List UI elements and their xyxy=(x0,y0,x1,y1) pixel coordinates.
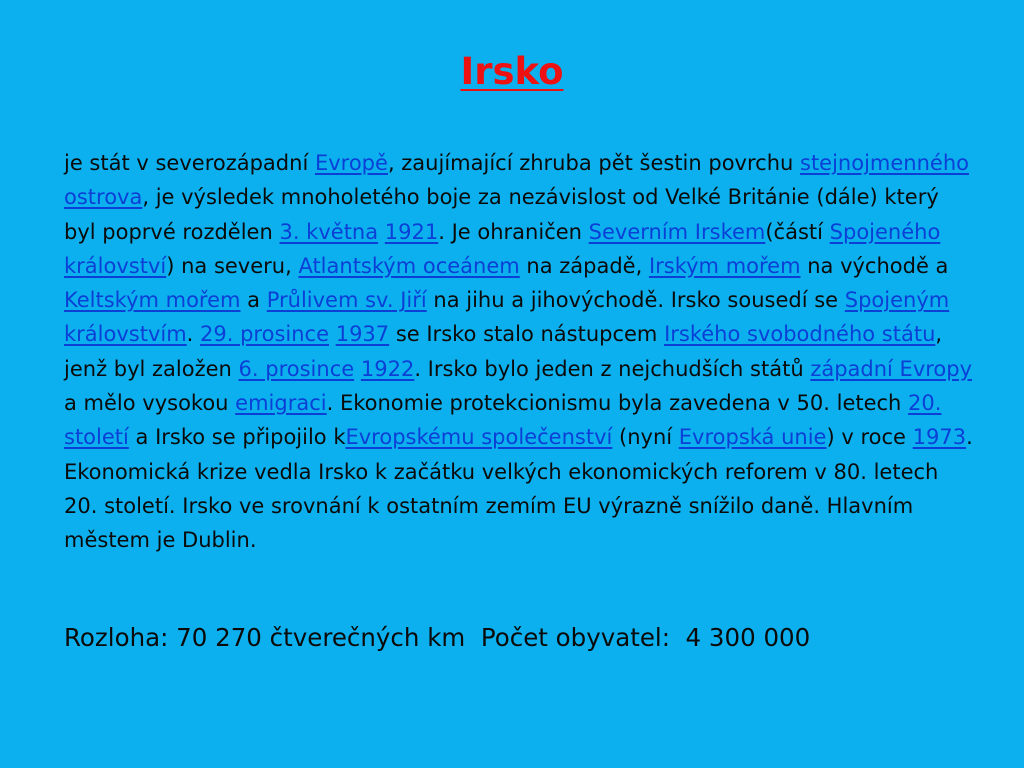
paragraph-link[interactable]: 1937 xyxy=(335,322,390,347)
paragraph-text: a xyxy=(240,288,267,313)
paragraph-text: , zaujímající zhruba pět šestin povrchu xyxy=(387,151,800,175)
paragraph-link[interactable]: emigraci xyxy=(235,391,327,416)
paragraph-text: . Ekonomie protekcionismu byla zavedena v 50. letech xyxy=(326,391,909,416)
paragraph-link[interactable]: 6. prosince xyxy=(238,356,355,381)
paragraph-link[interactable]: Keltským mořem xyxy=(64,288,241,313)
paragraph-text xyxy=(329,322,336,346)
paragraph-text: se Irsko stalo nástupcem xyxy=(389,322,665,347)
paragraph-link[interactable]: Irským mořem xyxy=(648,253,801,278)
paragraph-text: na západě, xyxy=(519,253,649,278)
paragraph-link[interactable]: Irského svobodného státu xyxy=(664,322,936,347)
paragraph-text: ) na severu, xyxy=(166,253,299,278)
slide-title: Irsko xyxy=(460,50,564,93)
paragraph-link[interactable]: Evropská unie xyxy=(678,425,827,450)
paragraph-text: . xyxy=(186,322,201,347)
paragraph-text: a Irsko se připojilo k xyxy=(128,425,346,450)
paragraph-text: (částí xyxy=(765,219,830,244)
paragraph-link[interactable]: 1922 xyxy=(360,356,415,381)
paragraph-text: (nyní xyxy=(612,425,679,450)
paragraph-text: na východě a xyxy=(800,253,949,278)
paragraph-text xyxy=(354,357,361,381)
paragraph-text: . Ekonomická krize vedla Irsko k začátku velkých ekonomických reforem v 80. letech 20. století. Irsko ve srovnání k ostatním zemím EU výrazně snížilo daně. Hlavním městem je Dublin. xyxy=(64,425,973,553)
stats-line: Rozloha: 70 270 čtverečných km Počet obyvatel: 4 300 000 xyxy=(64,623,811,652)
paragraph-text: na jihu a jihovýchodě. Irsko sousedí se xyxy=(426,288,845,313)
paragraph-link[interactable]: 1973 xyxy=(912,425,967,450)
paragraph-link[interactable]: Severním Irskem xyxy=(588,219,766,244)
paragraph-link[interactable]: 1921 xyxy=(384,219,439,244)
paragraph-text: , je výsledek mnoholetého boje za nezávislost od Velké Británie (dále) který byl poprvé rozdělen xyxy=(64,185,939,244)
paragraph-link[interactable]: stejnojmenného ostrova xyxy=(64,151,969,210)
body-paragraph xyxy=(64,146,974,558)
paragraph-text: . Irsko bylo jeden z nejchudších států xyxy=(414,356,811,381)
paragraph-link[interactable]: západní Evropy xyxy=(810,356,973,381)
paragraph-text: , jenž byl založen xyxy=(64,322,943,381)
paragraph-link[interactable]: Evropě xyxy=(314,151,388,175)
paragraph-link[interactable]: Spojeným královstvím xyxy=(64,288,950,347)
paragraph-text xyxy=(378,220,385,244)
paragraph-text: a mělo vysokou xyxy=(64,391,236,416)
paragraph-link[interactable]: 3. května xyxy=(279,219,379,244)
paragraph-text: ) v roce xyxy=(826,425,913,450)
paragraph-link[interactable]: Spojeného království xyxy=(64,219,941,278)
paragraph-link[interactable]: Evropskému společenství xyxy=(345,425,613,450)
paragraph-link[interactable]: 20. století xyxy=(64,391,942,450)
paragraph-link[interactable]: Atlantským oceánem xyxy=(298,253,520,278)
paragraph-link[interactable]: 29. prosince xyxy=(200,322,330,347)
paragraph-text: . Je ohraničen xyxy=(438,219,589,244)
paragraph-link[interactable]: Průlivem sv. Jiří xyxy=(266,288,427,313)
paragraph-text: je stát v severozápadní xyxy=(64,151,315,175)
